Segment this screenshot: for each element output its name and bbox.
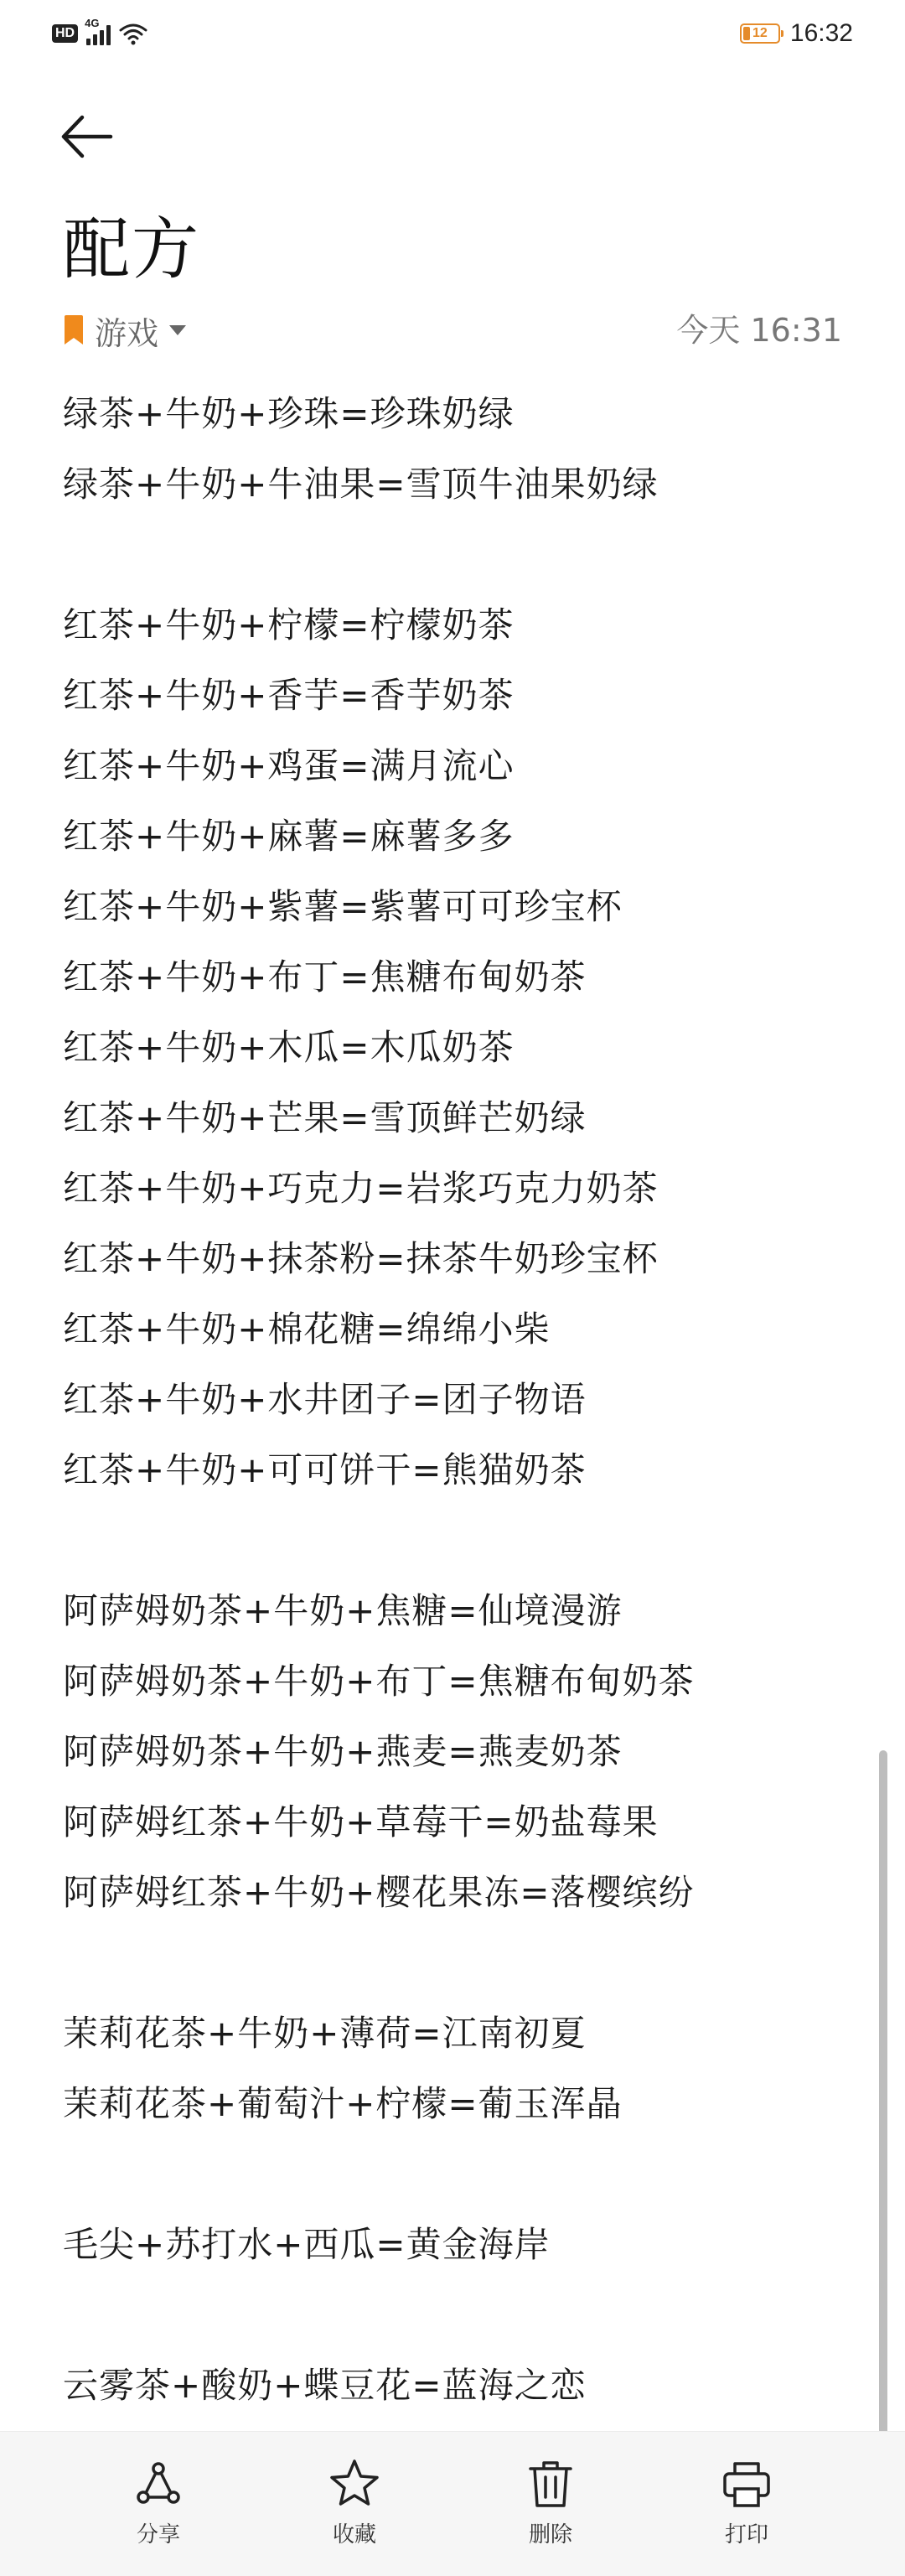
printer-icon [720, 2457, 773, 2511]
bottom-toolbar [0, 2431, 905, 2576]
recipe-line: 云雾茶+酸奶+蝶豆花=蓝海之恋 [63, 2365, 587, 2406]
back-button[interactable] [57, 107, 116, 166]
recipe-line: 红茶+牛奶+麻薯=麻薯多多 [63, 816, 515, 857]
share-button[interactable] [91, 2457, 225, 2558]
recipe-line: 绿茶+牛奶+牛油果=雪顶牛油果奶绿 [63, 464, 659, 505]
recipe-line: 红茶+牛奶+水井团子=团子物语 [63, 1379, 587, 1420]
network-type: 4G [85, 17, 100, 29]
recipe-line: 阿萨姆奶茶+牛奶+焦糖=仙境漫游 [63, 1590, 623, 1631]
recipe-line: 绿茶+牛奶+珍珠=珍珠奶绿 [63, 393, 515, 434]
signal-icon [85, 17, 111, 45]
print-button[interactable] [680, 2457, 814, 2558]
recipe-line: 红茶+牛奶+木瓜=木瓜奶茶 [63, 1027, 515, 1068]
note-timestamp: 今天 16:31 [676, 312, 842, 349]
recipe-line: 茉莉花茶+牛奶+薄荷=江南初夏 [63, 2013, 587, 2054]
recipe-line: 红茶+牛奶+柠檬=柠檬奶茶 [63, 604, 515, 645]
status-left [52, 18, 147, 49]
recipe-line: 红茶+牛奶+棉花糖=绵绵小柴 [63, 1309, 551, 1350]
recipe-line: 阿萨姆红茶+牛奶+樱花果冻=落樱缤纷 [63, 1872, 695, 1913]
battery-level: 12 [752, 26, 768, 40]
trash-icon [524, 2457, 577, 2511]
recipe-line: 红茶+牛奶+芒果=雪顶鲜芒奶绿 [63, 1097, 587, 1138]
delete-label: 删除 [528, 2522, 572, 2547]
category-selector[interactable] [63, 307, 187, 354]
recipe-line: 红茶+牛奶+布丁=焦糖布甸奶茶 [63, 956, 587, 998]
blank-line [63, 520, 842, 590]
recipe-line: 红茶+牛奶+香芋=香芋奶茶 [63, 675, 515, 716]
recipe-line: 红茶+牛奶+抹茶粉=抹茶牛奶珍宝杯 [63, 1238, 659, 1279]
favorite-button[interactable] [287, 2457, 421, 2558]
battery-icon [740, 23, 780, 44]
wifi-icon [119, 22, 147, 45]
blank-line [63, 2280, 842, 2351]
hd-badge: HD [52, 24, 78, 43]
share-label: 分享 [136, 2522, 180, 2547]
blank-line [63, 2139, 842, 2210]
favorite-label: 收藏 [332, 2522, 376, 2547]
recipe-line: 红茶+牛奶+可可饼干=熊猫奶茶 [63, 1449, 587, 1490]
caret-down-icon [168, 324, 187, 336]
delete-button[interactable] [484, 2457, 618, 2558]
recipe-line: 毛尖+苏打水+西瓜=黄金海岸 [63, 2224, 551, 2265]
recipe-line: 茉莉花茶+葡萄汁+柠檬=葡玉浑晶 [63, 2083, 623, 2124]
note-meta [63, 307, 842, 354]
category-label: 游戏 [95, 314, 159, 352]
status-bar [0, 0, 905, 67]
star-icon [328, 2457, 381, 2511]
clock: 16:32 [789, 19, 853, 47]
recipe-line: 红茶+牛奶+鸡蛋=满月流心 [63, 745, 515, 786]
bookmark-icon [63, 314, 85, 346]
recipe-line: 阿萨姆红茶+牛奶+草莓干=奶盐莓果 [63, 1801, 659, 1843]
scrollbar[interactable] [879, 1750, 887, 2454]
note-title[interactable]: 配方 [63, 210, 200, 288]
recipe-line: 红茶+牛奶+紫薯=紫薯可可珍宝杯 [63, 886, 623, 927]
status-right [740, 17, 853, 50]
recipe-line: 阿萨姆奶茶+牛奶+布丁=焦糖布甸奶茶 [63, 1661, 695, 1702]
arrow-left-icon [57, 107, 116, 166]
blank-line [63, 1928, 842, 1998]
recipe-line: 红茶+牛奶+巧克力=岩浆巧克力奶茶 [63, 1168, 659, 1209]
share-icon [132, 2457, 185, 2511]
note-body[interactable] [63, 379, 842, 2421]
recipe-line: 阿萨姆奶茶+牛奶+燕麦=燕麦奶茶 [63, 1731, 623, 1772]
blank-line [63, 1506, 842, 1576]
print-label: 打印 [724, 2522, 768, 2547]
